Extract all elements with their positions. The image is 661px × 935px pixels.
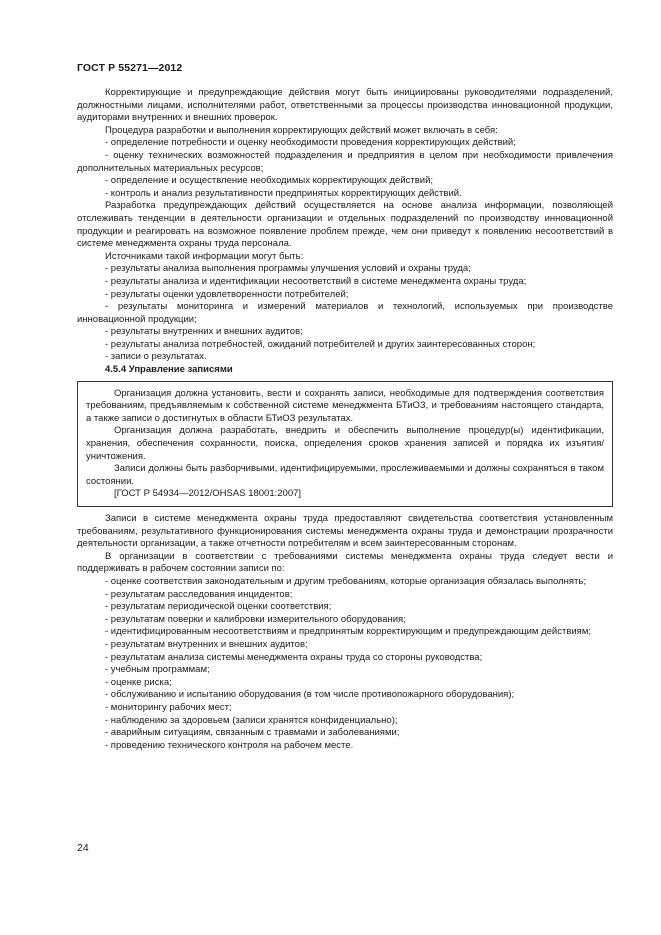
quote-paragraph: Организация должна установить, вести и сохранять записи, необходимые для подтверждения соответствия требованиям, предъявляемым к собственной системе менеджмента БТиОЗ, и требованиям настоящего стандарта, а также записи о достигнутых в области БТиОЗ результатах.	[86, 387, 604, 424]
list-item: - результаты анализа потребностей, ожиданий потребителей и других заинтересованных сторон;	[105, 338, 536, 350]
list-item: - оценку технических возможностей подразделения и предприятия в целом при необходимости привлечения дополнительных материальных ресурсов;	[77, 149, 613, 174]
page-number: 24	[77, 842, 89, 854]
list-item: - результаты внутренних и внешних аудитов;	[105, 326, 303, 338]
list-item: - проведению технического контроля на рабочем месте.	[105, 739, 354, 751]
quote-reference: [ГОСТ Р 54934—2012/OHSAS 18001:2007]	[114, 488, 302, 500]
quote-paragraph: Организация должна разработать, внедрить и обеспечить выполнение процедур(ы) идентификации, хранения, обеспечения сохранности, поиска, определения сроков хранения записей и порядка их изъятия/уничтожения.	[86, 425, 604, 462]
paragraph: Источниками такой информации могут быть:	[105, 250, 304, 262]
list-item: - результатам периодической оценки соответствия;	[105, 601, 332, 613]
list-item: - записи о результатах.	[105, 351, 207, 363]
section-heading: 4.5.4 Управление записями	[105, 364, 233, 376]
list-item: - результатам поверки и калибровки измерительного оборудования;	[105, 613, 406, 625]
document-body	[77, 87, 613, 752]
paragraph: Разработка предупреждающих действий осуществляется на основе анализа информации, позволяющей отслеживать тенденции в деятельности организации и отдельных подразделений по производству инновационной продукции и реагировать на возможное появление проблем прежде, чем они приведут к появлению несоответствий в системе менеджмента охраны труда персонала.	[77, 200, 613, 250]
list-item: - оценке соответствия законодательным и другим требованиям, которые организация обязалась выполнять;	[105, 575, 586, 587]
list-item: - определение и осуществление необходимых корректирующих действий;	[105, 175, 434, 187]
list-item: - аварийным ситуациям, связанным с травмами и заболеваниями;	[105, 727, 400, 739]
paragraph: Записи в системе менеджмента охраны труда предоставляют свидетельства соответствия установленным требованиям, результативного функционирования системы менеджмента охраны труда и демонстрации прозрачности деятельности организации, а также отчетности потребителям и всем заинтересованным сторонам.	[77, 513, 613, 550]
list-item: - определение потребности и оценку необходимости проведения корректирующих действий;	[105, 137, 516, 149]
top-section	[77, 87, 613, 364]
quote-paragraph: Записи должны быть разборчивыми, идентифицируемыми, прослеживаемыми и должны сохраняться в таком состоянии.	[86, 463, 604, 487]
list-item: - учебным программам;	[105, 664, 210, 676]
list-item: - результатам внутренних и внешних аудитов;	[105, 638, 308, 650]
list-item: - результаты анализа и идентификации несоответствий в системе менеджмента охраны труда;	[105, 275, 527, 287]
quoted-requirement-text	[86, 388, 604, 489]
paragraph: В организации в соответствии с требованиями системы менеджмента охраны труда следует вести и поддерживать в рабочем состоянии записи по:	[77, 550, 613, 575]
list-item: - мониторингу рабочих мест;	[105, 701, 232, 713]
list-item: - результаты мониторинга и измерений материалов и технологий, используемых при производстве инновационной продукции;	[77, 301, 613, 325]
document-code-header: ГОСТ Р 55271—2012	[77, 62, 183, 74]
list-item: - контроль и анализ результативности предпринятых корректирующих действий.	[105, 187, 462, 199]
list-item: - результаты анализа выполнения программы улучшения условий и охраны труда;	[105, 263, 471, 275]
list-item: - результатам анализа системы менеджмента охраны труда со стороны руководства;	[105, 651, 483, 663]
list-item: - наблюдению за здоровьем (записи хранятся конфиденциально);	[105, 714, 398, 726]
paragraph: Процедура разработки и выполнения корректирующих действий может включать в себя:	[105, 124, 498, 136]
quoted-requirement-box	[77, 381, 613, 507]
bottom-section	[77, 513, 613, 752]
list-item: - результаты оценки удовлетворенности потребителей;	[105, 288, 349, 300]
list-item: - оценке риска;	[105, 676, 172, 688]
list-item: - обслуживанию и испытанию оборудования (в том числе противопожарного оборудования);	[105, 689, 515, 701]
list-item: - результатам расследования инцидентов;	[105, 588, 293, 600]
paragraph: Корректирующие и предупреждающие действия могут быть инициированы руководителями подразделений, должностными лицами, исполнителями работ, ответственными за процессы производства инновационной продукции, аудиторами внутренних и внешних проверок.	[77, 87, 613, 124]
list-item: - идентифицированным несоответствиям и предпринятым корректирующим и предупреждающим действиям;	[105, 626, 591, 638]
